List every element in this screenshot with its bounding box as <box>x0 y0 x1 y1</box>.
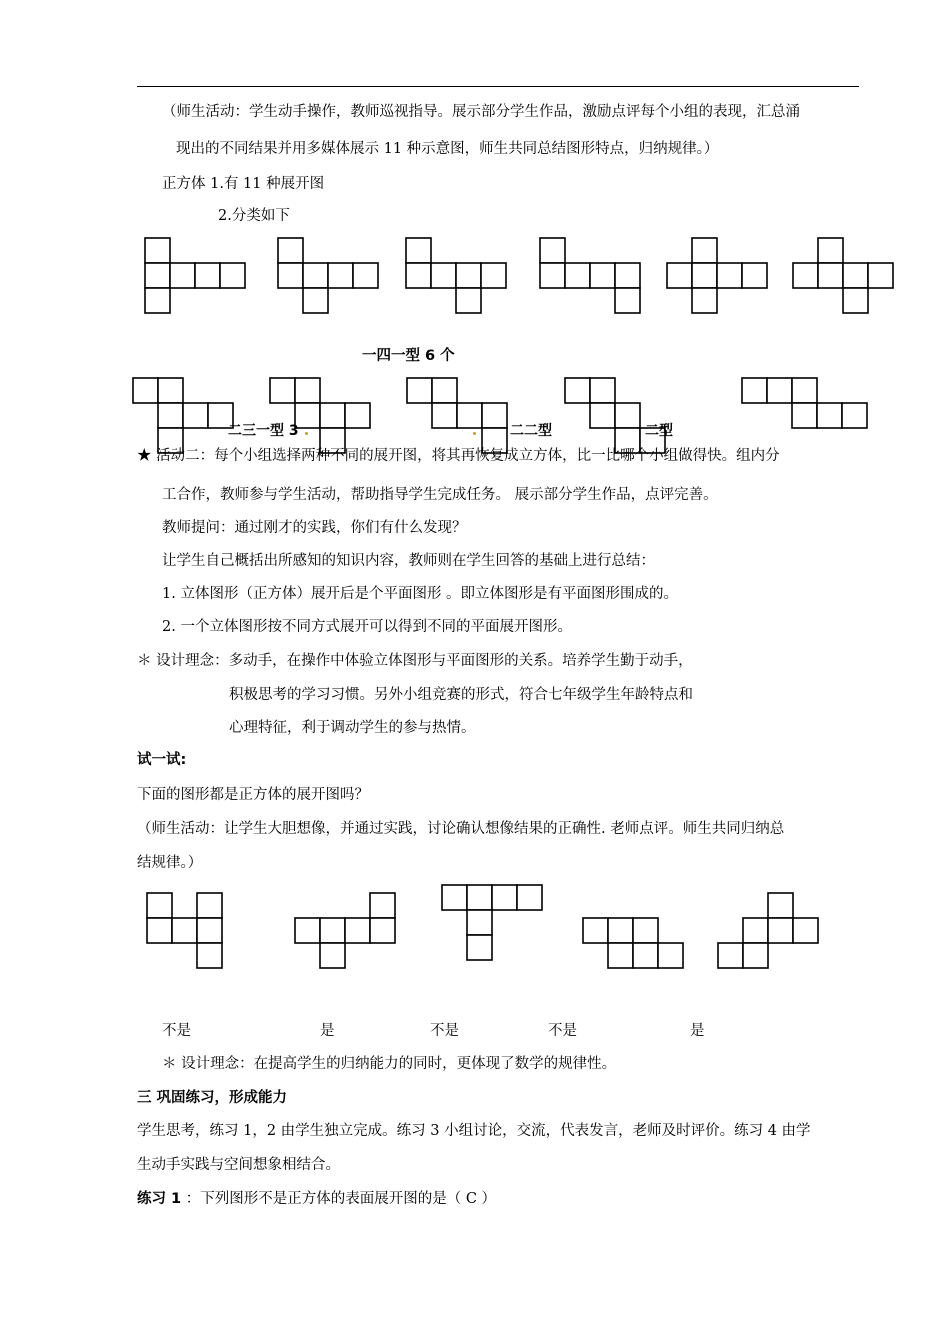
answer-1: 不是 <box>162 1023 191 1039</box>
answer-4: 不是 <box>548 1023 577 1039</box>
design-1-line-1: ＊ 设计理念：多动手，在操作中体验立体图形与平面图形的关系。培养学生勤于动手， <box>137 653 693 669</box>
net-141-d <box>540 238 640 313</box>
try-figure-3 <box>442 885 542 960</box>
net-141-a <box>145 238 245 313</box>
design-1-line-2: 积极思考的学习习惯。另外小组竞赛的形式，符合七年级学生年龄特点和 <box>229 687 693 703</box>
answer-3: 不是 <box>430 1023 459 1039</box>
activity2-line-1: ★ 活动二：每个小组选择两种不同的展开图，将其再恢复成立方体，比一比哪个小组做得快。组内分 <box>137 448 780 464</box>
answer-2: 是 <box>320 1023 335 1039</box>
net-231-c <box>407 378 507 453</box>
section3-line-1: 学生思考，练习 1，2 由学生独立完成。练习 3 小组讨论，交流，代表发言，老师及时评价。练习 4 由学 <box>137 1123 811 1139</box>
summary-intro: 让学生自己概括出所感知的知识内容，教师则在学生回答的基础上进行总结： <box>162 553 655 569</box>
try-question: 下面的图形都是正方体的展开图吗？ <box>137 787 369 803</box>
type-33-label: 二型 <box>645 423 673 439</box>
cube-point-1: 正方体 1.有 11 种展开图 <box>162 176 325 192</box>
type-222-label: 二二型 <box>510 423 552 439</box>
type-231-label: 二三一型 3 <box>228 423 299 439</box>
try-figure-1 <box>147 893 222 968</box>
try-title: 试一试: <box>137 752 187 768</box>
answer-5: 是 <box>690 1023 705 1039</box>
activity-note-line-1: （师生活动：学生动手操作，教师巡视指导。展示部分学生作品，激励点评每个小组的表现，汇总涌 <box>162 104 800 120</box>
net-231-b <box>270 378 370 453</box>
try-figure-2 <box>295 893 395 968</box>
net-33 <box>742 378 867 428</box>
try-figure-4 <box>583 918 683 968</box>
teacher-question: 教师提问：通过刚才的实践，你们有什么发现？ <box>162 520 467 536</box>
conclusion-1: 1. 立体图形（正方体）展开后是个平面图形 。即立体图形是有平面图形围成的。 <box>162 586 679 602</box>
net-141-e <box>667 238 767 313</box>
net-141-c <box>406 238 506 313</box>
section3-title: 三 巩固练习，形成能力 <box>137 1090 288 1106</box>
exercise1-text: ：下列图形不是正方体的表面展开图的是（ C ） <box>185 1191 497 1207</box>
ink-dot <box>305 432 308 435</box>
ink-dot <box>473 432 476 435</box>
cube-point-2: 2.分类如下 <box>218 208 290 224</box>
net-231-a <box>133 378 233 453</box>
activity2-line-2: 工合作，教师参与学生活动，帮助指导学生完成任务。 展示部分学生作品，点评完善。 <box>162 487 718 503</box>
conclusion-2: 2. 一个立体图形按不同方式展开可以得到不同的平面展开图形。 <box>162 619 572 635</box>
exercise1-label: 练习 1 <box>137 1191 182 1207</box>
try-note-line-1: （师生活动：让学生大胆想像，并通过实践，讨论确认想像结果的正确性. 老师点评。师生共同归纳总 <box>137 821 785 837</box>
section3-line-2: 生动手实践与空间想象相结合。 <box>137 1157 340 1173</box>
net-141-f <box>793 238 893 313</box>
exercise1 <box>137 1187 496 1208</box>
net-222 <box>565 378 665 453</box>
type-141-label: 一四一型 6 个 <box>362 348 455 364</box>
design-2: ＊ 设计理念：在提高学生的归纳能力的同时，更体现了数学的规律性。 <box>162 1056 617 1072</box>
try-note-line-2: 结规律。） <box>137 855 203 871</box>
design-1-line-3: 心理特征，利于调动学生的参与热情。 <box>229 720 476 736</box>
try-figure-5 <box>718 893 818 968</box>
activity-note-line-2: 现出的不同结果并用多媒体展示 11 种示意图，师生共同总结图形特点，归纳规律。） <box>176 141 719 157</box>
net-141-b <box>278 238 378 313</box>
